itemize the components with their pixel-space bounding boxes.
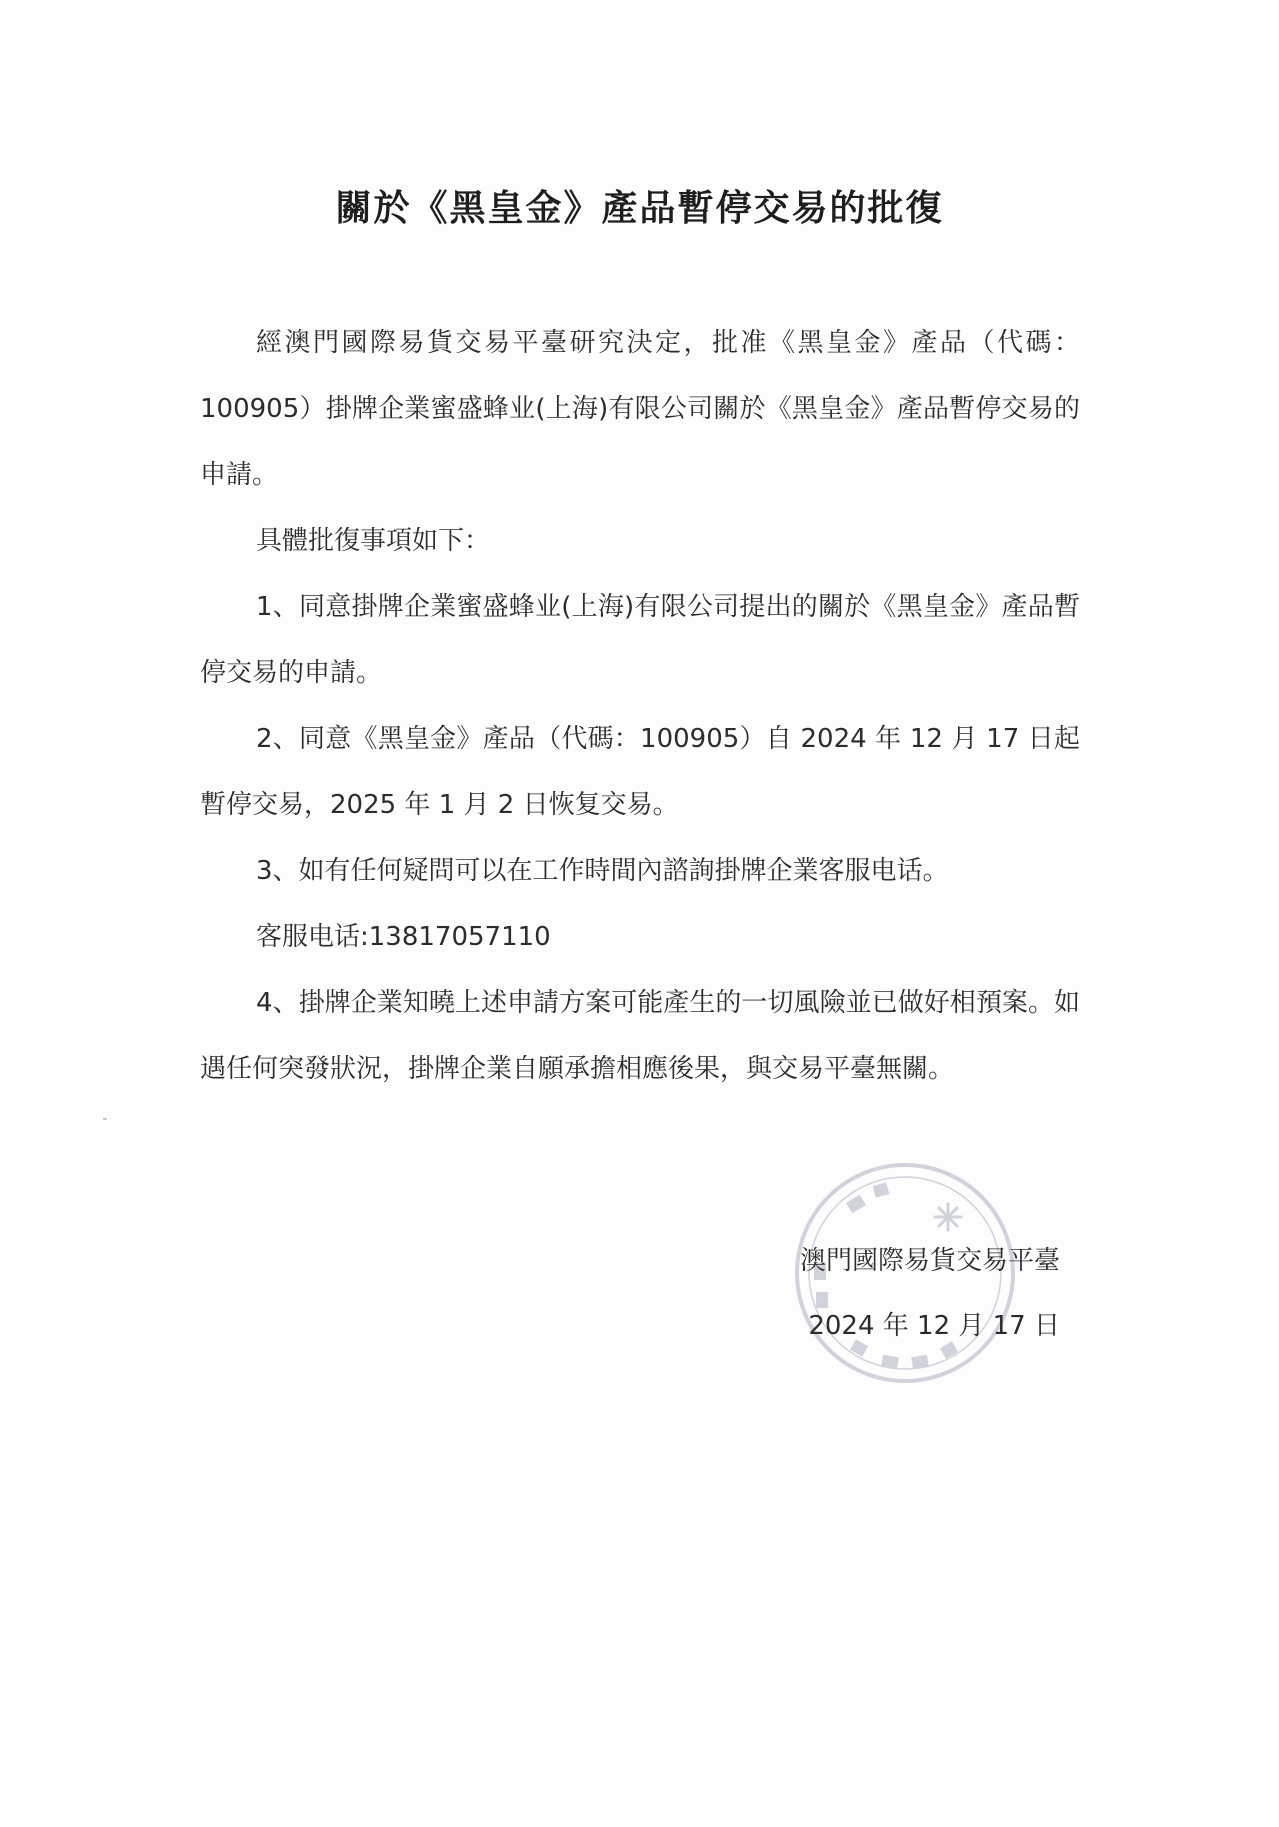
phone-text: 客服电话:13817057110 (256, 922, 551, 952)
intro-text: 經澳門國際易貨交易平臺研究決定，批准《黑皇金》產品（代碼：100905）掛牌企業蜜盛蜂业(上海)有限公司關於《黑皇金》產品暫停交易的申請。 (200, 328, 1080, 490)
list-item (200, 970, 1080, 1102)
document-title: 關於《黑皇金》產品暫停交易的批復 (335, 188, 944, 229)
list-item (200, 706, 1080, 838)
signature-date: 2024 年 12 月 17 日 (808, 1311, 1060, 1341)
list-item (200, 838, 1080, 904)
phone-line (200, 904, 1080, 970)
scan-speck (103, 1118, 107, 1120)
items-heading-text: 具體批復事項如下： (256, 526, 491, 556)
signature-organization: 澳門國際易貨交易平臺 (799, 1246, 1060, 1276)
items-heading (200, 508, 1080, 574)
intro-paragraph (200, 310, 1080, 508)
item-1-text: 1、同意掛牌企業蜜盛蜂业(上海)有限公司提出的關於《黑皇金》產品暫停交易的申請。 (200, 592, 1080, 688)
item-2-text: 2、同意《黑皇金》產品（代碼：100905）自 2024 年 12 月 17 日起暫停交易，2025 年 1 月 2 日恢复交易。 (200, 724, 1080, 820)
list-item (200, 574, 1080, 706)
seal-star-icon (935, 1204, 961, 1230)
item-3-text: 3、如有任何疑問可以在工作時間內諮詢掛牌企業客服电话。 (256, 856, 949, 886)
item-4-text: 4、掛牌企業知曉上述申請方案可能產生的一切風險並已做好相預案。如遇任何突發狀況，掛牌企業自願承擔相應後果，與交易平臺無關。 (200, 988, 1080, 1084)
